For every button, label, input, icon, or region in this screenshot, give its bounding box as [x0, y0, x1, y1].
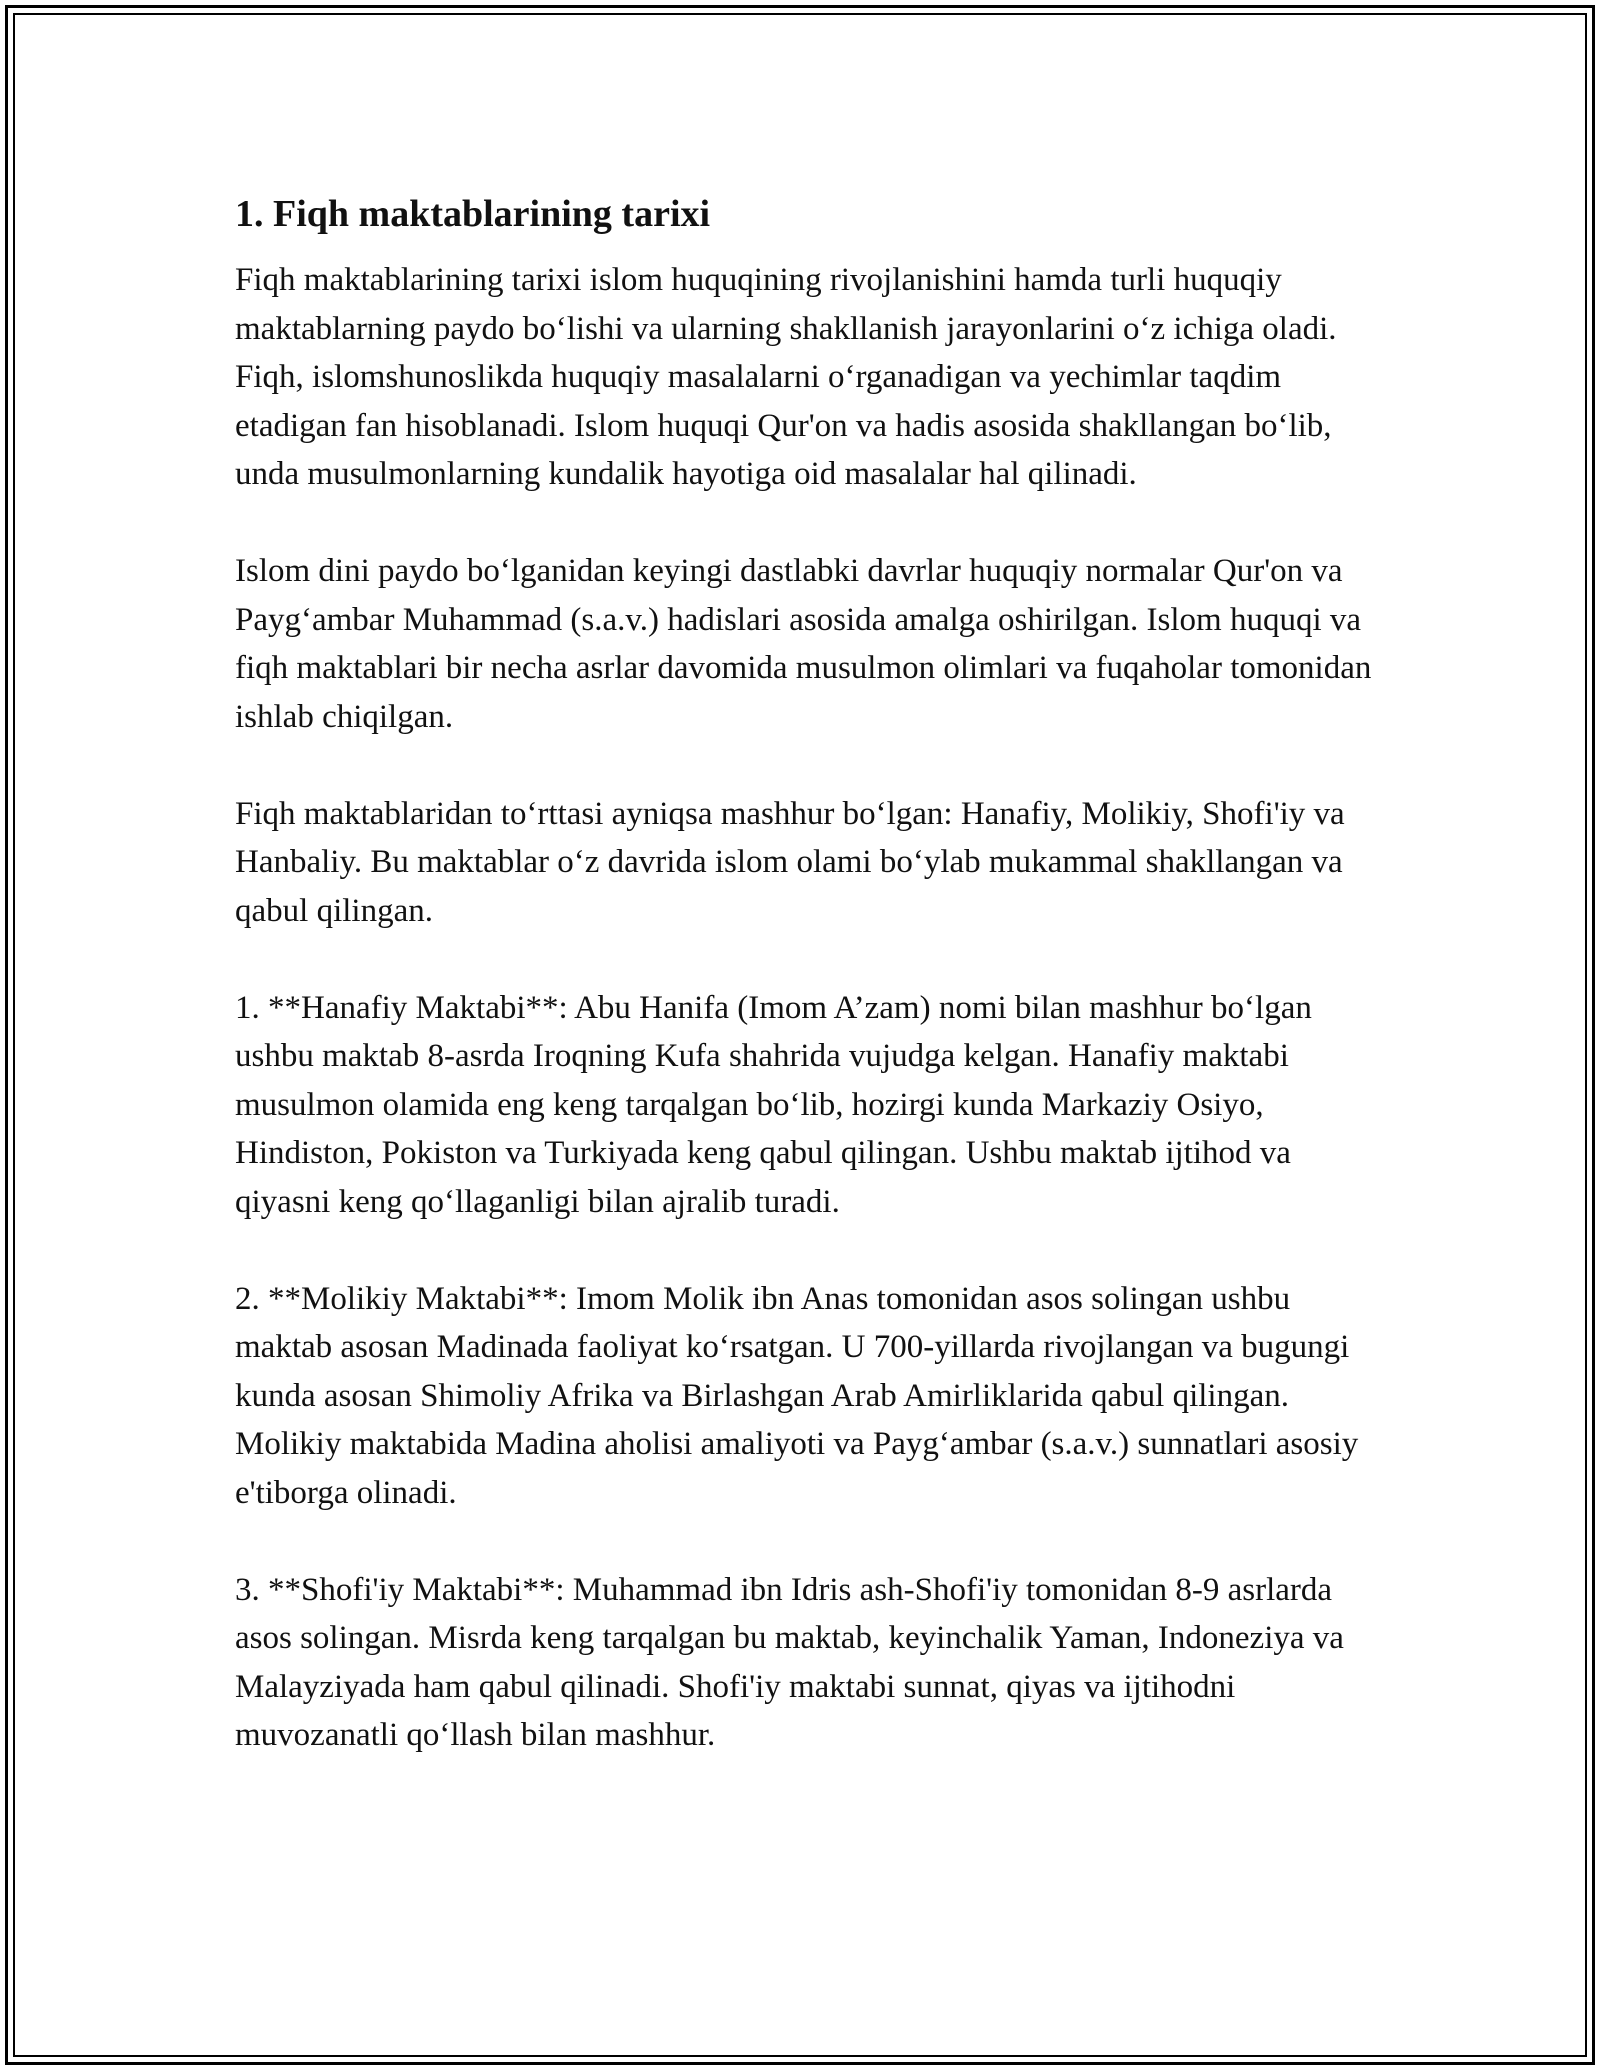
paragraph-maliki-school: 2. **Molikiy Maktabi**: Imom Molik ibn Anas tomonidan asos solingan ushbu maktab asosan Madinada faoliyat koʻrsatgan. U 700-yillarda rivojlangan va bugungi kunda asosan Shimoliy Afrika va Birlashgan Arab Amirliklarida qabul qilingan. Molikiy maktabida Madina aholisi amaliyoti va Paygʻambar (s.a.v.) sunnatlari asosiy e'tiborga olinadi.: [235, 1280, 1359, 1511]
paragraph-early-period: Islom dini paydo boʻlganidan keyingi dastlabki davrlar huquqiy normalar Qur'on va Paygʻambar Muhammad (s.a.v.) hadislari asosida amalga oshirilgan. Islom huquqi va fiqh maktablari bir necha asrlar davomida musulmon olimlari va fuqaholar tomonidan ishlab chiqilgan.: [235, 553, 1372, 735]
document-body: [235, 186, 1375, 1808]
paragraph-intro: Fiqh maktablarining tarixi islom huquqining rivojlanishini hamda turli huquqiy maktablarning paydo boʻlishi va ularning shakllanish jarayonlarini oʻz ichiga oladi. Fiqh, islomshunoslikda huquqiy masalalarni oʻrganadigan va yechimlar taqdim etadigan fan hisoblanadi. Islom huquqi Qur'on va hadis asosida shakllangan boʻlib, unda musulmonlarning kundalik hayotiga oid masalalar hal qilinadi.: [235, 262, 1337, 492]
paragraph-four-schools: Fiqh maktablaridan toʻrttasi ayniqsa mashhur boʻlgan: Hanafiy, Molikiy, Shofi'iy va Hanbaliy. Bu maktablar oʻz davrida islom olami boʻylab mukammal shakllangan va qabul qilingan.: [235, 795, 1345, 929]
section-heading: 1. Fiqh maktablarining tarixi: [235, 193, 711, 235]
paragraph-hanafi-school: 1. **Hanafiy Maktabi**: Abu Hanifa (Imom A’zam) nomi bilan mashhur boʻlgan ushbu maktab 8-asrda Iroqning Kufa shahrida vujudga kelgan. Hanafiy maktabi musulmon olamida eng keng tarqalgan boʻlib, hozirgi kunda Markaziy Osiyo, Hindiston, Pokiston va Turkiyada keng qabul qilingan. Ushbu maktab ijtihod va qiyasni keng qoʻllaganligi bilan ajralib turadi.: [235, 989, 1312, 1220]
paragraph-shafii-school: 3. **Shofi'iy Maktabi**: Muhammad ibn Idris ash-Shofi'iy tomonidan 8-9 asrlarda asos solingan. Misrda keng tarqalgan bu maktab, keyinchalik Yaman, Indoneziya va Malayziyada ham qabul qilinadi. Shofi'iy maktabi sunnat, qiyas va ijtihodni muvozanatli qoʻllash bilan mashhur.: [235, 1571, 1344, 1753]
